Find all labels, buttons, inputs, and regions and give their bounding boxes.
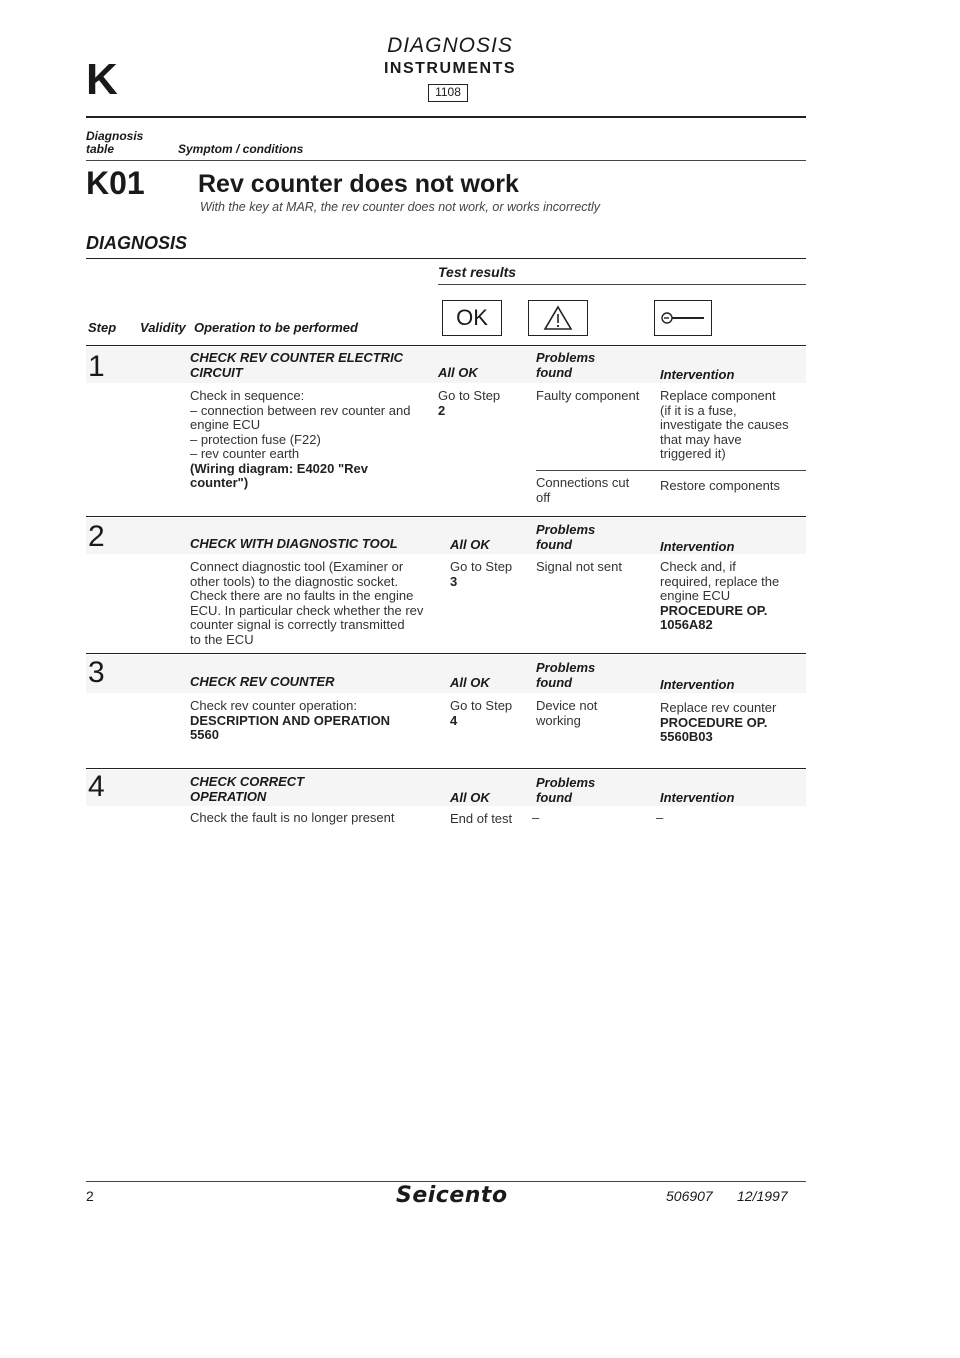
step1-rule bbox=[86, 345, 806, 346]
test-results-label: Test results bbox=[438, 264, 517, 280]
step3-rule bbox=[86, 653, 806, 654]
step1-intervention-line: Replace component bbox=[660, 388, 776, 403]
step2-desc-line: other tools) to the diagnostic socket. bbox=[190, 573, 399, 589]
step2-rule bbox=[86, 516, 806, 517]
diagnosis-heading: DIAGNOSIS bbox=[86, 233, 188, 253]
step3-intervention-bold: PROCEDURE OP. bbox=[660, 714, 768, 730]
step3-ok-result-line: Go to Step bbox=[450, 698, 513, 713]
step3-intervention-bold: 5560B03 bbox=[660, 729, 713, 744]
step4-problem-a: – bbox=[532, 810, 540, 825]
step2-problems-2: found bbox=[536, 537, 573, 552]
step3-desc-bold: DESCRIPTION AND OPERATION bbox=[190, 712, 391, 728]
step2-desc-line: counter signal is correctly transmitted bbox=[190, 617, 405, 632]
step4-title-2: OPERATION bbox=[190, 789, 267, 804]
step2-ok-result-step: 3 bbox=[450, 573, 458, 589]
step3-desc bbox=[190, 699, 440, 743]
step2-intervention-bold: 1056A82 bbox=[660, 617, 713, 632]
footer-date: 12/1997 bbox=[737, 1188, 788, 1204]
step3-problems: Problems bbox=[536, 660, 596, 675]
symptom-label: Symptom / conditions bbox=[178, 142, 304, 156]
step2-desc bbox=[190, 560, 440, 647]
step3-intervention: Intervention bbox=[660, 677, 735, 692]
step3-title: CHECK REV COUNTER bbox=[190, 674, 335, 689]
step4-rule bbox=[86, 768, 806, 769]
step3-desc-bold: 5560 bbox=[190, 727, 219, 742]
step2-desc-line: ECU. In particular check whether the rev bbox=[190, 602, 424, 618]
step1-desc-line: – connection between rev counter and bbox=[190, 402, 411, 418]
step2-desc-line: Check there are no faults in the engine bbox=[190, 588, 414, 603]
wrench-icon bbox=[654, 300, 712, 336]
footer-brand: Seicento bbox=[396, 1183, 508, 1208]
section-letter: K bbox=[86, 55, 118, 104]
step1-intervention-line: (if it is a fuse, bbox=[660, 402, 737, 418]
symptom-rule bbox=[86, 160, 806, 161]
step2-intervention-line: engine ECU bbox=[660, 588, 731, 603]
step3-problem-line: Device not bbox=[536, 698, 598, 713]
step4-number: 4 bbox=[88, 770, 105, 803]
step4-intervention-a: – bbox=[656, 810, 664, 825]
step2-intervention-a bbox=[660, 560, 810, 633]
col-operation: Operation to be performed bbox=[194, 320, 358, 335]
symptom-condition: With the key at MAR, the rev counter does not work, or works incorrectly bbox=[200, 200, 601, 214]
footer-page: 2 bbox=[86, 1188, 94, 1204]
step4-intervention: Intervention bbox=[660, 790, 735, 805]
symptom-title: Rev counter does not work bbox=[198, 170, 519, 198]
header-code: 1108 bbox=[428, 84, 468, 102]
header-rule bbox=[86, 116, 806, 118]
footer-doc-number: 506907 bbox=[666, 1188, 713, 1204]
step2-all-ok: All OK bbox=[450, 537, 490, 552]
step3-desc-line: Check rev counter operation: bbox=[190, 698, 357, 713]
ok-icon-text: OK bbox=[456, 305, 488, 330]
step2-number: 2 bbox=[88, 520, 105, 553]
step1-problem-a: Faulty component bbox=[536, 388, 640, 403]
step2-title: CHECK WITH DIAGNOSTIC TOOL bbox=[190, 536, 398, 551]
step2-problem-a: Signal not sent bbox=[536, 559, 623, 574]
diagnosis-table-label: Diagnosis bbox=[86, 129, 144, 143]
step1-problem-b bbox=[536, 476, 629, 505]
step1-sub-rule bbox=[536, 470, 806, 471]
step1-desc-bold: counter") bbox=[190, 475, 249, 490]
step4-problems: Problems bbox=[536, 775, 596, 790]
step1-problem-b-line: off bbox=[536, 489, 551, 505]
step3-number: 3 bbox=[88, 656, 105, 689]
step1-intervention-line: triggered it) bbox=[660, 446, 726, 461]
step2-ok-result bbox=[450, 560, 512, 589]
step2-ok-result-line: Go to Step bbox=[450, 559, 513, 574]
step3-problem-a bbox=[536, 699, 597, 728]
step4-problems-2: found bbox=[536, 790, 573, 805]
step1-ok-result bbox=[438, 389, 500, 418]
header-subtitle: INSTRUMENTS bbox=[383, 60, 517, 77]
step2-desc-line: Connect diagnostic tool (Examiner or bbox=[190, 559, 404, 574]
step2-intervention-bold: PROCEDURE OP. bbox=[660, 602, 768, 618]
step1-intervention-a bbox=[660, 389, 810, 462]
step4-all-ok: All OK bbox=[450, 790, 490, 805]
step1-problem-b-line: Connections cut bbox=[536, 475, 630, 490]
step1-desc-line: engine ECU bbox=[190, 417, 261, 432]
step1-desc bbox=[190, 389, 435, 491]
step4-ok-result: End of test bbox=[450, 811, 513, 826]
step1-desc-line: – protection fuse (F22) bbox=[190, 431, 321, 447]
step2-desc-line: to the ECU bbox=[190, 631, 254, 647]
step3-ok-result-step: 4 bbox=[450, 712, 458, 728]
step1-number: 1 bbox=[88, 350, 105, 383]
step1-intervention-b: Restore components bbox=[660, 478, 780, 493]
step4-title: CHECK CORRECT bbox=[190, 774, 305, 789]
step1-all-ok: All OK bbox=[438, 365, 478, 380]
step1-intervention: Intervention bbox=[660, 367, 735, 382]
step3-problem-line: working bbox=[536, 712, 581, 728]
step3-ok-result bbox=[450, 699, 512, 728]
diagnosis-rule bbox=[86, 258, 806, 259]
step2-problems: Problems bbox=[536, 522, 596, 537]
col-validity: Validity bbox=[140, 320, 186, 335]
step1-intervention-line: that may have bbox=[660, 431, 742, 447]
step4-desc: Check the fault is no longer present bbox=[190, 810, 395, 825]
step1-title: CHECK REV COUNTER ELECTRIC bbox=[190, 350, 404, 365]
step1-problems: Problems bbox=[536, 350, 596, 365]
step1-desc-line: Check in sequence: bbox=[190, 388, 305, 403]
step3-problems-2: found bbox=[536, 675, 573, 690]
step2-intervention-line: Check and, if bbox=[660, 559, 736, 574]
diagnosis-table-label-2: table bbox=[86, 142, 115, 156]
step3-intervention-a bbox=[660, 701, 810, 745]
step1-problems-2: found bbox=[536, 365, 573, 380]
step1-ok-result-step: 2 bbox=[438, 402, 446, 418]
col-step: Step bbox=[88, 320, 117, 335]
header-title: DIAGNOSIS bbox=[387, 34, 513, 57]
ok-icon bbox=[442, 300, 502, 336]
step1-desc-line: – rev counter earth bbox=[190, 446, 300, 461]
step1-desc-bold: (Wiring diagram: E4020 "Rev bbox=[190, 460, 368, 476]
test-results-rule bbox=[438, 284, 806, 285]
step3-all-ok: All OK bbox=[450, 675, 490, 690]
step1-ok-result-line: Go to Step bbox=[438, 388, 501, 403]
step3-intervention-line: Replace rev counter bbox=[660, 700, 777, 715]
warning-icon bbox=[528, 300, 588, 336]
step2-intervention: Intervention bbox=[660, 539, 735, 554]
symptom-code: K01 bbox=[86, 165, 145, 201]
footer-rule bbox=[86, 1181, 806, 1182]
step1-title-2: CIRCUIT bbox=[190, 365, 243, 380]
step2-intervention-line: required, replace the bbox=[660, 573, 780, 589]
step1-intervention-line: investigate the causes bbox=[660, 417, 789, 432]
